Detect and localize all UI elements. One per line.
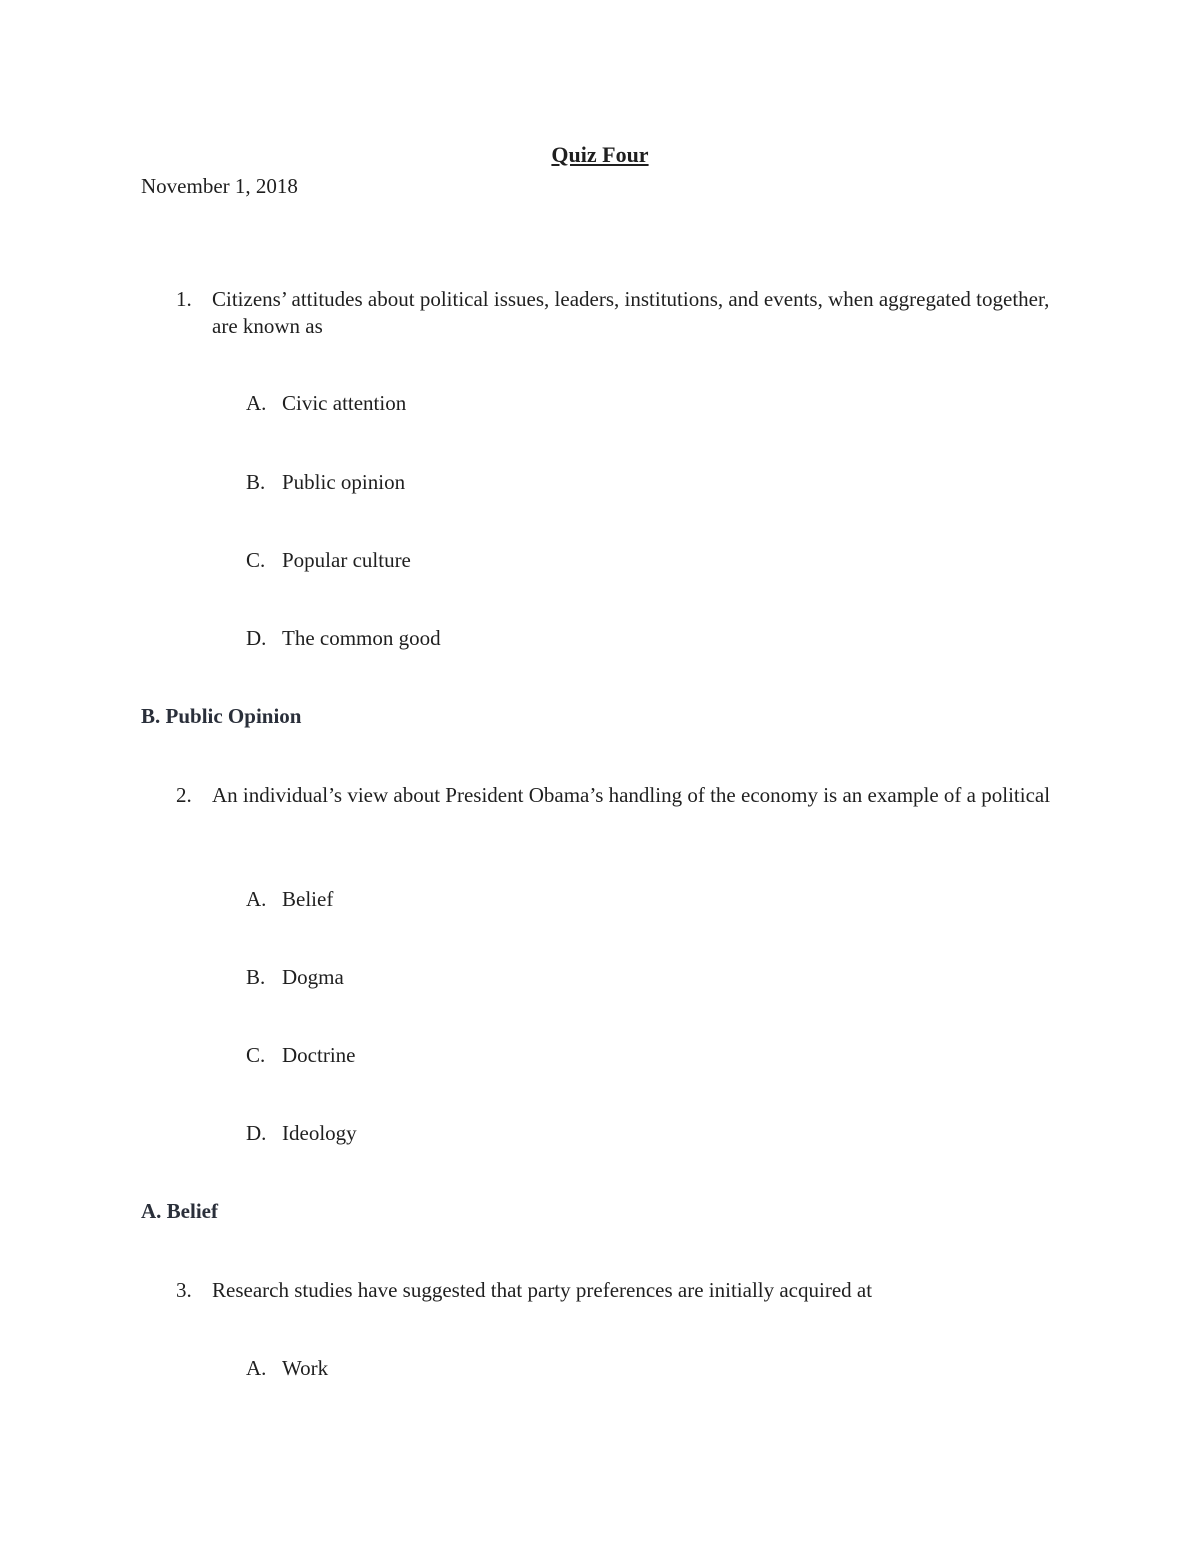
question-3 [176,1277,1076,1304]
option-text: Work [282,1356,329,1380]
option-1a [246,391,406,416]
option-1c [246,548,411,573]
option-text: Popular culture [282,548,411,572]
question-text: An individual’s view about President Obama’s handling of the economy is an example of a political [212,783,1051,807]
answer-2: A. Belief [141,1199,218,1223]
page-title: Quiz Four [551,142,649,167]
option-3a [246,1356,328,1381]
option-letter: C. [246,1043,266,1067]
option-text: Civic attention [282,391,407,415]
answer-1: B. Public Opinion [141,704,302,728]
option-2b [246,965,344,990]
option-text: The common good [282,626,441,650]
question-1 [176,286,1076,340]
question-number: 2. [176,783,192,807]
quiz-date: November 1, 2018 [141,174,298,198]
option-2c [246,1043,355,1068]
question-number: 1. [176,287,192,311]
option-text: Belief [282,887,334,911]
option-letter: A. [246,391,267,415]
option-text: Doctrine [282,1043,356,1067]
option-letter: D. [246,1121,267,1145]
option-letter: C. [246,548,266,572]
option-1b [246,470,405,495]
question-2 [176,782,1076,809]
option-letter: D. [246,626,267,650]
question-number: 3. [176,1278,192,1302]
option-letter: A. [246,1356,267,1380]
option-text: Public opinion [282,470,406,494]
option-1d [246,626,441,651]
option-2d [246,1121,357,1146]
option-2a [246,887,333,912]
question-text: Citizens’ attitudes about political issues, leaders, institutions, and events, when aggregated together, are known as [212,287,1050,338]
option-text: Ideology [282,1121,357,1145]
option-letter: B. [246,965,266,989]
option-letter: A. [246,887,267,911]
option-text: Dogma [282,965,344,989]
question-text: Research studies have suggested that party preferences are initially acquired at [212,1278,873,1302]
option-letter: B. [246,470,266,494]
